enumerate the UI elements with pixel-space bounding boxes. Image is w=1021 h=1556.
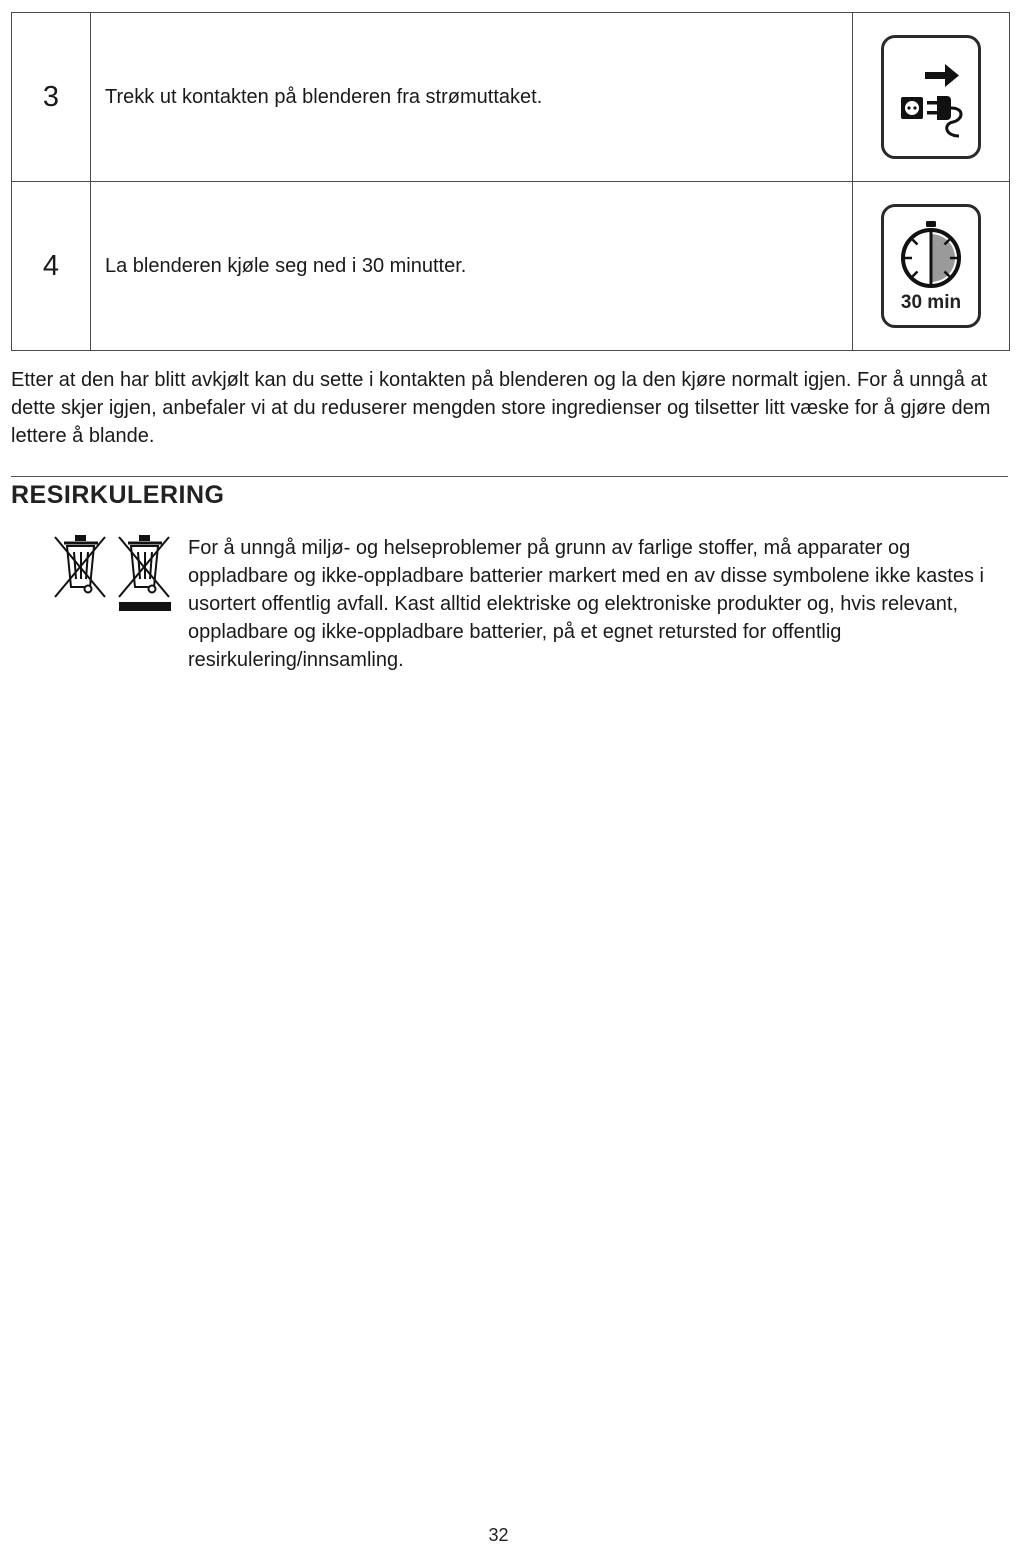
instruction-table bbox=[11, 12, 1010, 351]
recycling-text: For å unngå miljø- og helseproblemer på grunn av farlige stoffer, må apparater og oppladbare og ikke-oppladbare batterier markert med en av disse symbolene ikke kastes i usortert offentlig avfall. Kast alltid elektriske og elektroniske produkter og, hvis relevant, oppladbare og ikke-oppladbare batterier, på et egnet retursted for offentlig resirkulering/innsamling. bbox=[188, 537, 984, 671]
step-icon-cell bbox=[853, 182, 1010, 351]
timer-label: 30 min bbox=[900, 292, 962, 313]
step-text: Trekk ut kontakten på blenderen fra strømuttaket. bbox=[91, 13, 853, 182]
step-icon-cell bbox=[853, 13, 1010, 182]
unplug-icon bbox=[881, 35, 981, 159]
step-row-4 bbox=[12, 182, 1010, 351]
weee-symbols bbox=[52, 534, 178, 619]
step-row-3 bbox=[12, 13, 1010, 182]
page-number: 32 bbox=[488, 1525, 509, 1545]
step-number: 4 bbox=[12, 182, 91, 351]
after-cooling-note: Etter at den har blitt avkjølt kan du sette i kontakten på blenderen og la den kjøre normalt igjen. For å unngå at dette skjer igjen, anbefaler vi at du reduserer mengden store ingredienser og tilsetter litt væske for å gjøre dem lettere å blande. bbox=[11, 369, 991, 447]
timer-icon bbox=[881, 204, 981, 328]
step-text: La blenderen kjøle seg ned i 30 minutter. bbox=[91, 182, 853, 351]
step-number: 3 bbox=[12, 13, 91, 182]
section-divider bbox=[11, 476, 1008, 477]
recycling-heading: RESIRKULERING bbox=[11, 481, 225, 509]
crossed-bin-bar-icon bbox=[119, 536, 171, 611]
crossed-bin-icon bbox=[55, 536, 105, 597]
